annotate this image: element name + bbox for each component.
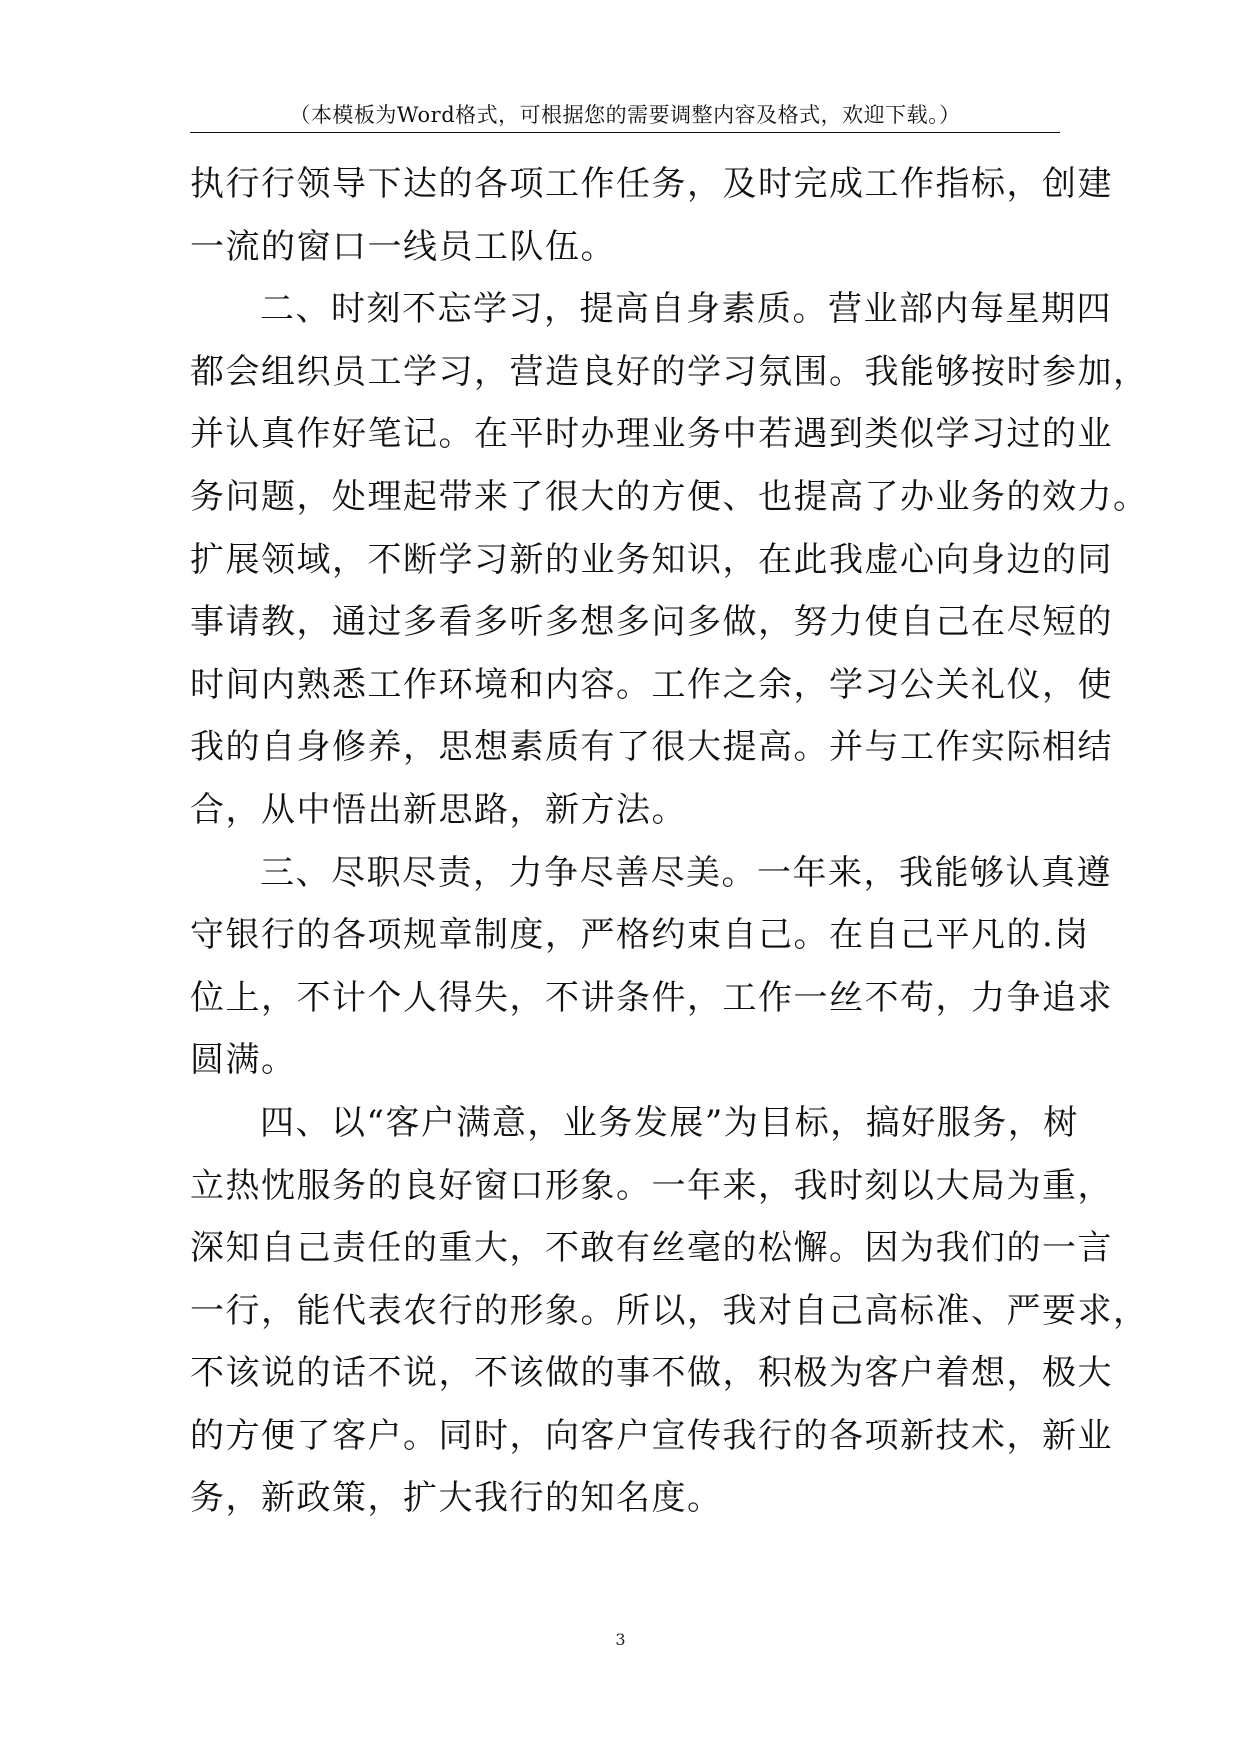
body-line: 合，从中悟出新思路，新方法。 bbox=[190, 789, 687, 830]
body-line: 守银行的各项规章制度，严格约束自己。在自己平凡的.岗 bbox=[190, 915, 1090, 956]
body-line: 都会组织员工学习，营造良好的学习氛围。我能够按时参加， bbox=[190, 351, 1149, 392]
paragraph-start-line: 三、尽职尽责，力争尽善尽美。一年来，我能够认真遵 bbox=[260, 852, 1112, 893]
body-line: 不该说的话不说，不该做的事不做，积极为客户着想，极大 bbox=[190, 1353, 1113, 1394]
body-line: 我的自身修养，思想素质有了很大提高。并与工作实际相结 bbox=[190, 727, 1113, 768]
page-number: 3 bbox=[615, 1630, 626, 1649]
body-line: 一行，能代表农行的形象。所以，我对自己高标准、严要求， bbox=[190, 1290, 1149, 1331]
document-body bbox=[190, 153, 1149, 1530]
body-line: 并认真作好笔记。在平时办理业务中若遇到类似学习过的业 bbox=[190, 414, 1113, 455]
body-line: 深知自己责任的重大，不敢有丝毫的松懈。因为我们的一言 bbox=[190, 1228, 1113, 1269]
paragraph-start-line: 四、以“客户满意，业务发展”为目标，搞好服务，树 bbox=[260, 1102, 1079, 1143]
header-divider bbox=[190, 132, 1060, 133]
paragraph-start-line: 二、时刻不忘学习，提高自身素质。营业部内每星期四 bbox=[260, 289, 1112, 330]
body-line: 执行行领导下达的各项工作任务，及时完成工作指标，创建 bbox=[190, 164, 1113, 204]
body-line: 时间内熟悉工作环境和内容。工作之余，学习公关礼仪，使 bbox=[190, 664, 1113, 705]
body-line: 务问题，处理起带来了很大的方便、也提高了办业务的效力。 bbox=[190, 476, 1149, 517]
body-line: 务，新政策，扩大我行的知名度。 bbox=[190, 1478, 723, 1519]
body-line: 位上，不计个人得失，不讲条件，工作一丝不苟，力争追求 bbox=[190, 977, 1113, 1018]
body-line: 的方便了客户。同时，向客户宣传我行的各项新技术，新业 bbox=[190, 1415, 1113, 1456]
body-line: 圆满。 bbox=[190, 1040, 297, 1081]
body-line: 扩展领域，不断学习新的业务知识，在此我虚心向身边的同 bbox=[190, 539, 1113, 580]
document-header: （本模板为Word格式，可根据您的需要调整内容及格式，欢迎下载。） bbox=[289, 103, 961, 127]
body-line: 事请教，通过多看多听多想多问多做，努力使自己在尽短的 bbox=[190, 602, 1113, 643]
body-line: 立热忱服务的良好窗口形象。一年来，我时刻以大局为重， bbox=[190, 1165, 1113, 1206]
body-line: 一流的窗口一线员工队伍。 bbox=[190, 226, 616, 267]
